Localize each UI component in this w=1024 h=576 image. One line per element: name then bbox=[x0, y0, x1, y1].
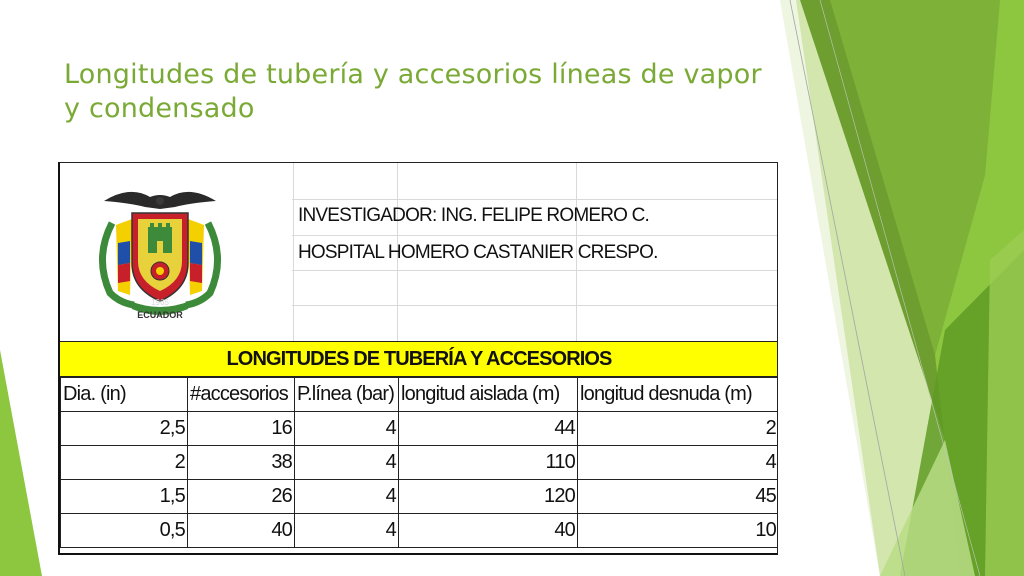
table-row bbox=[61, 412, 779, 446]
logo-area bbox=[60, 163, 292, 341]
table-cell: 26 bbox=[188, 480, 295, 514]
table-cell: 45 bbox=[578, 480, 779, 514]
gridline bbox=[293, 163, 294, 341]
column-header: longitud aislada (m) bbox=[399, 378, 578, 412]
table-cell: 4 bbox=[578, 446, 779, 480]
table-cell: 2,5 bbox=[61, 412, 188, 446]
slide-title: Longitudes de tubería y accesorios líneas de vapor y condensado bbox=[64, 59, 762, 124]
column-header: #accesorios bbox=[188, 378, 295, 412]
table-cell: 2 bbox=[578, 412, 779, 446]
table-cell: 0,5 bbox=[61, 514, 188, 548]
table-cell: 44 bbox=[399, 412, 578, 446]
column-header: longitud desnuda (m) bbox=[578, 378, 779, 412]
table-cell: 16 bbox=[188, 412, 295, 446]
table-cell: 1,5 bbox=[61, 480, 188, 514]
table-header-row bbox=[61, 378, 779, 412]
data-table bbox=[60, 377, 778, 548]
table-cell: 2 bbox=[61, 446, 188, 480]
table-row bbox=[61, 514, 779, 548]
table-cell: 10 bbox=[578, 514, 779, 548]
table-cell: 110 bbox=[399, 446, 578, 480]
table-row bbox=[61, 480, 779, 514]
table-cell: 4 bbox=[295, 514, 399, 548]
ecuador-coat-of-arms-icon bbox=[60, 163, 292, 341]
column-header: P.línea (bar) bbox=[295, 378, 399, 412]
table-cell: 120 bbox=[399, 480, 578, 514]
table-cell: 40 bbox=[188, 514, 295, 548]
table-cell: 38 bbox=[188, 446, 295, 480]
column-header: Dia. (in) bbox=[61, 378, 188, 412]
logo-year: 1965 bbox=[151, 298, 169, 307]
table-cell: 4 bbox=[295, 480, 399, 514]
table-cell: 4 bbox=[295, 446, 399, 480]
spreadsheet-image bbox=[58, 162, 778, 555]
table-row bbox=[61, 446, 779, 480]
table-cell: 4 bbox=[295, 412, 399, 446]
table-cell: 40 bbox=[399, 514, 578, 548]
logo-text: ECUADOR bbox=[137, 310, 183, 320]
investigator-label: INVESTIGADOR: ING. FELIPE ROMERO C. bbox=[298, 205, 649, 226]
hospital-label: HOSPITAL HOMERO CASTANIER CRESPO. bbox=[298, 242, 658, 263]
table-banner: LONGITUDES DE TUBERÍA Y ACCESORIOS bbox=[60, 341, 778, 377]
